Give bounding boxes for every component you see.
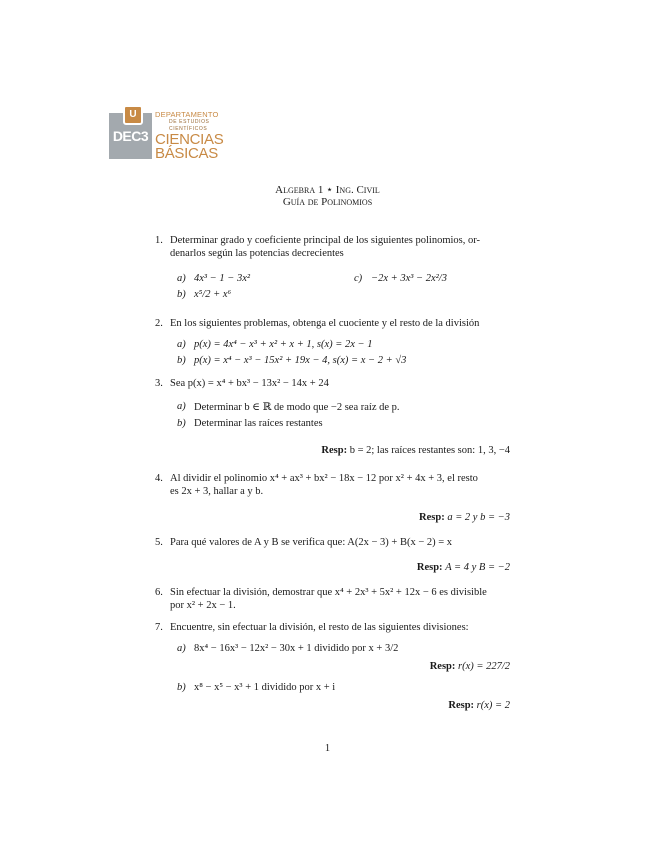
problem-4-answer [419, 512, 510, 523]
problem-3b-text: Determinar las raíces restantes [194, 418, 323, 429]
answer-label: Resp: [448, 700, 475, 711]
problem-3-number: 3. [155, 378, 163, 389]
answer-value: A = 4 y B = −2 [445, 562, 510, 573]
logo-wordmark [155, 111, 223, 161]
problem-1-text-2: denarlos según las potencias decrecientes [170, 248, 344, 259]
answer-label: Resp: [429, 661, 456, 672]
problem-1b-label: b) [177, 289, 186, 300]
problem-1c-expr: −2x + 3x³ − 2x²/3 [371, 273, 447, 284]
answer-value: r(x) = 2 [476, 700, 510, 711]
answer-label: Resp: [321, 445, 348, 456]
problem-2-text: En los siguientes problemas, obtenga el cuociente y el resto de la división [170, 318, 480, 329]
problem-1-number: 1. [155, 235, 163, 246]
problem-4-text-1: Al dividir el polinomio x⁴ + ax³ + bx² − 18x − 12 por x² + 4x + 3, el resto [170, 473, 478, 484]
problem-2a-label: a) [177, 339, 186, 350]
problem-4-text-2: es 2x + 3, hallar a y b. [170, 486, 264, 497]
problem-6-number: 6. [155, 587, 163, 598]
logo-shield-icon: U [123, 105, 143, 125]
problem-6-text-1: Sin efectuar la división, demostrar que x⁴ + 2x³ + 5x² + 12x − 6 es divisible [170, 587, 487, 598]
problem-1a-label: a) [177, 273, 186, 284]
problem-7b-answer [448, 700, 510, 711]
problem-2-number: 2. [155, 318, 163, 329]
problem-7b-expr: x⁸ − x⁵ − x³ + 1 dividido por x + i [194, 682, 336, 693]
problem-7a-expr: 8x⁴ − 16x³ − 12x² − 30x + 1 dividido por x + 3/2 [194, 643, 399, 654]
problem-7b-label: b) [177, 682, 186, 693]
problem-5-text: Para qué valores de A y B se verifica que: A(2x − 3) + B(x − 2) = x [170, 537, 453, 548]
problem-3a-label: a) [177, 401, 186, 412]
department-logo [109, 103, 224, 162]
page-number: 1 [324, 743, 331, 754]
guide-title: Guía de Polinomios [282, 196, 373, 208]
answer-value: b = 2; las raíces restantes son: 1, 3, −4 [349, 445, 510, 456]
answer-label: Resp: [416, 562, 443, 573]
problem-3-text: Sea p(x) = x⁴ + bx³ − 13x² − 14x + 24 [170, 378, 329, 389]
problem-4-number: 4. [155, 473, 163, 484]
problem-7a-answer [430, 661, 510, 672]
problem-1b-expr: x⁵/2 + x⁶ [194, 289, 232, 300]
course-title: Algebra 1 ⋆ Ing. Civil [275, 184, 380, 196]
problem-3-answer [321, 445, 510, 456]
problem-3b-label: b) [177, 418, 186, 429]
problem-7-number: 7. [155, 622, 163, 633]
logo-badge: DEC3 [109, 113, 152, 159]
logo-line-1: DEPARTAMENTO [155, 110, 219, 119]
logo-line-2: DE ESTUDIOS CIENTÍFICOS [169, 119, 210, 132]
problem-1c-label: c) [354, 273, 363, 284]
problem-5-number: 5. [155, 537, 163, 548]
problem-3a-text: Determinar b ∈ ℝ de modo que −2 sea raíz de p. [194, 402, 400, 413]
problem-1a-expr: 4x³ − 1 − 3x² [194, 273, 251, 284]
answer-value: a = 2 y b = −3 [447, 512, 510, 523]
logo-line-4: BÁSICAS [155, 145, 218, 162]
problem-7-text: Encuentre, sin efectuar la división, el resto de las siguientes divisiones: [170, 622, 469, 633]
answer-value: r(x) = 227/2 [458, 661, 510, 672]
problem-2b-expr: p(x) = x⁴ − x³ − 15x² + 19x − 4, s(x) = x − 2 + √3 [194, 355, 407, 366]
problem-1-text-1: Determinar grado y coeficiente principal de los siguientes polinomios, or- [170, 235, 481, 246]
problem-6-text-2: por x² + 2x − 1. [170, 600, 236, 611]
logo-line-3: CIENCIAS [155, 131, 224, 148]
problem-2b-label: b) [177, 355, 186, 366]
problem-2a-expr: p(x) = 4x⁴ − x³ + x² + x + 1, s(x) = 2x − 1 [194, 339, 373, 350]
problem-7a-label: a) [177, 643, 186, 654]
problem-5-answer [417, 562, 510, 573]
answer-label: Resp: [419, 512, 445, 523]
